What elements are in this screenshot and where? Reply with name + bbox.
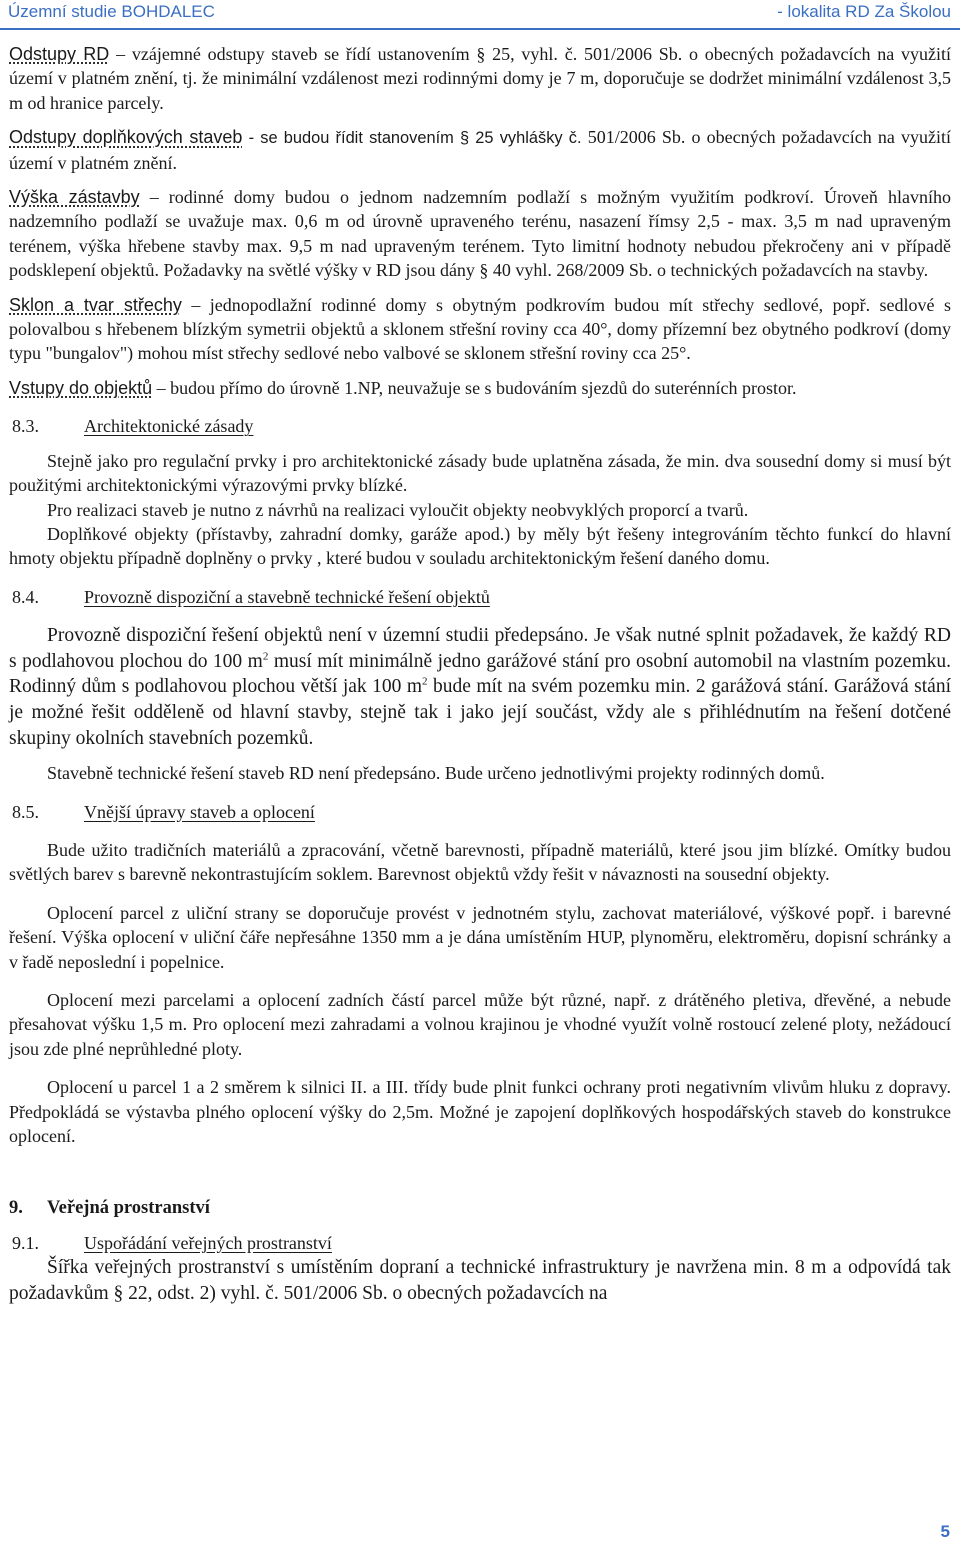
paragraph-garazova-stani	[9, 623, 951, 751]
section-title: Uspořádání veřejných prostranství	[84, 1232, 332, 1253]
document-body	[9, 42, 951, 1306]
paragraph-odstupy-rd	[9, 42, 951, 115]
paragraph-sklon-strechy	[9, 293, 951, 366]
section-title: Vnější úpravy staveb a oplocení	[84, 801, 315, 822]
section-title: Architektonické zásady	[84, 416, 254, 437]
section-number: 8.5.	[12, 801, 39, 822]
paragraph: Oplocení u parcel 1 a 2 směrem k silnici II. a III. třídy bude plnit funkci ochrany proti negativním vlivům hluku z dopravy. Předpokládá se výstavba plného oplocení výšky do 2,5m. Možné je zapojení doplňkových hospodářských staveb do konstrukce oplocení.	[9, 1077, 951, 1146]
paragraph-odstupy-doplnkovych-staveb	[9, 125, 951, 175]
header-locality: - lokalita RD Za Školou	[777, 2, 951, 21]
paragraph: Doplňkové objekty (přístavby, zahradní domky, garáže apod.) by měly být řešeny integrováním těchto funkcí do hlavní hmoty objektu případně doplněny o prvky , které budou v souladu architektonickým řešení daného domu.	[9, 523, 951, 569]
chapter-number: 9.	[9, 1198, 23, 1219]
paragraph: Oplocení mezi parcelami a oplocení zadních částí parcel může být různé, např. z drátěného pletiva, dřevěné, a nebude přesahovat výšku 1,5 m. Pro oplocení mezi zahradami a volnou krajinou je vhodné využít volně rostoucí zelené ploty, nežádoucí jsou zde plné neprůhledné ploty.	[9, 989, 951, 1059]
page-number: 5	[940, 1522, 950, 1541]
paragraph: Bude užito tradičních materiálů a zpracování, včetně barevnosti, případně materiálů, které jsou jim blízké. Omítky budou světlých barev s barevně nekontrastujícím soklem. Barevnost objektů vždy řešit v návaznosti na sousední objekty.	[9, 839, 951, 885]
text-odstupy-rd: – vzájemné odstupy staveb se řídí ustanovením § 25, vyhl. č. 501/2006 Sb. o obecných požadavcích na využití území v platném znění, tj. že minimální vzdálenost mezi rodinnými domy je 7 m, doporučuje se dodržet minimální vzdálenost 3,5 m od hranice parcely.	[9, 44, 951, 113]
term-odstupy-rd: Odstupy RD	[9, 44, 110, 64]
section-title: Provozně dispoziční a stavebně technické řešení objektů	[84, 586, 490, 607]
header-divider	[0, 28, 960, 30]
paragraph: Stavebně technické řešení staveb RD není předepsáno. Bude určeno jednotlivými projekty rodinných domů.	[47, 763, 825, 784]
paragraph: Šířka veřejných prostranství s umístěním dopraní a technické infrastruktury je navržena min. 8 m a odpovídá tak požadavkům § 22, odst. 2) vyhl. č. 501/2006 Sb. o obecných požadavcích na	[9, 1257, 951, 1304]
paragraph: Oplocení parcel z uliční strany se doporučuje provést v jednotném stylu, zachovat materiálové, výškové popř. i barevné řešení. Výška oplocení v uliční čáře nepřesáhne 1350 mm a je dána umístěním HUP, plynoměru, elektroměru, dopisní schránky a v řadě neposlední i popelnice.	[9, 902, 951, 972]
section-heading-8-3	[9, 414, 951, 438]
paragraph: Pro realizaci staveb je nutno z návrhů na realizaci vyloučit objekty neobvyklých proporcí a tvarů.	[47, 499, 749, 520]
term-sklon-strechy: Sklon a tvar střechy	[9, 294, 182, 315]
paragraph: Stejně jako pro regulační prvky i pro architektonické zásady bude uplatněna zásada, že min. dva sousední domy si musí být použitými architektonickými výrazovými prvky blízké.	[9, 450, 951, 496]
text-odstupy-doplnkovych-b: 501/2006 Sb. o obecných požadavcích na využití území v platném znění.	[9, 127, 951, 173]
text-vstupy: – budou přímo do úrovně 1.NP, neuvažuje se s budováním sjezdů do suterénních prostor.	[152, 377, 797, 398]
section-number: 9.1.	[12, 1232, 39, 1253]
term-odstupy-doplnkovych: Odstupy doplňkových staveb	[9, 127, 243, 148]
text-sklon-strechy: – jednopodlažní rodinné domy s obytným podkrovím budou mít střechy sedlové, popř. sedlové s polovalbou s hřebenem blízkým symetrii objektů a sklonem střešní roviny cca 40°, domy přízemní bez obytného podkroví (domy typu "bungalov") mohou míst střechy sedlové nebo valbové se sklonem střešní roviny cca 25°.	[9, 294, 951, 364]
term-vyska-zastavby: Výška zástavby	[9, 187, 140, 208]
superscript: 2	[422, 675, 428, 688]
text-odstupy-doplnkovych-a: - se budou řídit stanovením § 25 vyhlášky č.	[242, 129, 588, 148]
paragraph-vyska-zastavby	[9, 185, 951, 283]
paragraph-vstupy	[9, 376, 951, 400]
text-segment: bude mít na svém pozemku min. 2 garážová stání. Garážová stání je možné řešit odděleně od hlavní stavby, stejně tak i jako její součást, vždy ale s přihlédnutím na řešení dotčené skupiny okolních stavebních pozemků.	[9, 676, 951, 749]
page-header	[0, 0, 960, 26]
section-heading-9-1	[9, 1231, 951, 1255]
text-segment: Provozně dispoziční řešení objektů není v územní studii předepsáno. Je však nutné splnit požadavek, že každý RD s podlahovou plochou do 100 m	[9, 625, 951, 672]
chapter-heading-9	[9, 1196, 951, 1220]
section-heading-8-5	[9, 800, 951, 824]
section-number: 8.4.	[12, 586, 39, 607]
superscript: 2	[262, 650, 269, 663]
section-heading-8-4	[9, 585, 951, 609]
chapter-title: Veřejná prostranství	[47, 1198, 210, 1219]
header-document-title: Územní studie BOHDALEC	[8, 2, 215, 21]
section-number: 8.3.	[12, 416, 39, 437]
term-vstupy: Vstupy do objektů	[9, 377, 153, 398]
text-segment: musí mít minimálně jedno garážové stání pro osobní automobil na vlastním pozemku. Rodinný dům s podlahovou plochou větší jak 100 m	[9, 650, 952, 698]
text-vyska-zastavby: – rodinné domy budou o jednom nadzemním podlaží s možným využitím podkroví. Úroveň hlavního nadzemního podlaží se uvažuje max. 0,6 m od úrovně upraveného terénu, nasazení římsy 2,5 - max. 3,5 m nad upraveným terénem, výška hřebene stavby max. 9,5 m nad upraveným terénem. Tyto limitní hodnoty nebudou překročeny ani v případě podsklepení objektů. Požadavky na světlé výšky v RD jsou dány § 40 vyhl. 268/2009 Sb. o technických požadavcích na stavby.	[9, 187, 951, 281]
